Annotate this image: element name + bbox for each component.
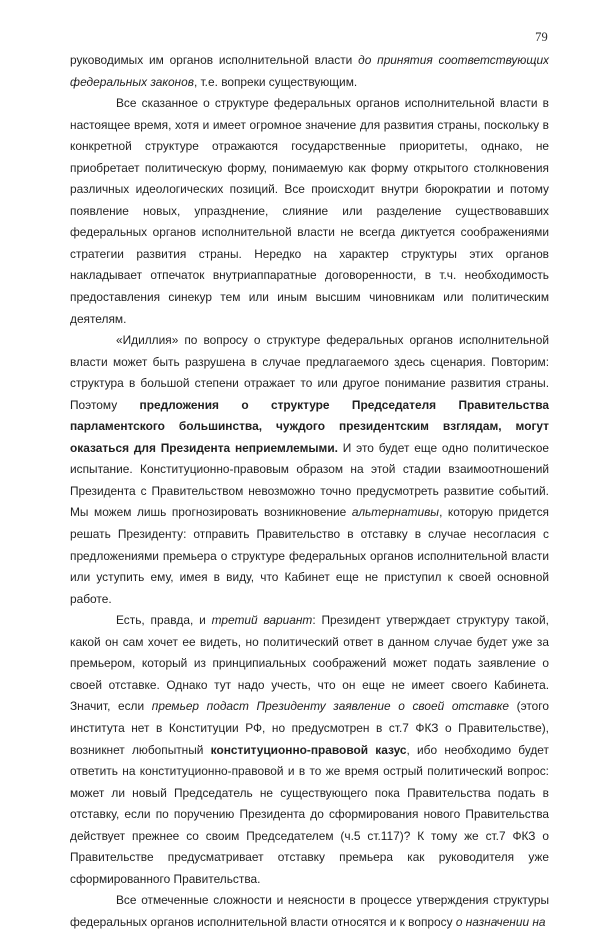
emphasis-italic: до принятия соответствующих федеральных законов — [70, 53, 550, 89]
emphasis-italic: премьер подаст Президенту заявление о своей отставке — [151, 699, 509, 714]
text-run: руководимых им органов исполнительной власти — [70, 53, 359, 67]
paragraph — [70, 50, 549, 93]
paragraph — [70, 330, 549, 610]
emphasis-italic: о назначении на — [455, 914, 546, 929]
paragraph — [70, 93, 549, 330]
paragraph — [70, 890, 549, 933]
text-run: Все сказанное о структуре федеральных органов исполнительной власти в настоящее время, хотя и имеет огромное значение для развития страны, поскольку в конкретной структуре отражаются государственные приоритеты, однако, не приобретает политическую форму, понимаемую как форму открытого столкновения различных идеологических позиций. Все происходит внутри бюрократии и потому появление новых, упразднение, слияние или разделение существовавших федеральных органов исполнительной власти не всегда диктуется соображениями стратегии развития страны. Нередко на характер структуры этих органов накладывает отпечаток внутриаппаратные договоренности, в т.ч. необходимость предоставления синекур тем или иным высшим чиновникам или политическим деятелям. — [70, 96, 549, 326]
text-run: (этого института нет в Конституции РФ, но предусмотрен в ст.7 ФКЗ о Правительстве), возникнет любопытный — [70, 699, 549, 757]
emphasis-italic: альтернативы — [351, 505, 440, 520]
page-number: 79 — [535, 30, 548, 44]
emphasis-italic: третий вариант — [211, 613, 313, 628]
text-run: «Идиллия» по вопросу о структуре федеральных органов исполнительной власти может быть разрушена в случае предлагаемого здесь сценария. Повторим: структура в большой степени отражает то или другое понимание развития страны. Поэтому — [70, 333, 549, 412]
text-run: Есть, правда, и — [116, 613, 212, 628]
emphasis-bold: конституционно-правовой казус — [210, 742, 407, 757]
text-run: Все отмеченные сложности и неясности в процессе утверждения структуры федеральных органов исполнительной власти относятся и к вопросу — [70, 893, 549, 929]
page-body-text — [70, 50, 549, 933]
text-run: , ибо необходимо будет ответить на конституционно-правовой и в то же время острый политический вопрос: может ли новый Председатель не существующего пока Правительства подать в отставку, если по поручению Президента до сформирования нового Правительства действует прежнее со своим Председателем (ч.5 ст.117)? К тому же ст.7 ФКЗ о Правительстве предусматривает отставку премьера как руководителя уже сформированного Правительства. — [70, 742, 549, 886]
text-run: И это будет еще одно политическое испытание. Конституционно-правовым образом на этой стадии взаимоотношений Президента с Правительством невозможно точно предусмотреть развитие событий. Мы можем лишь прогнозировать возникновение — [70, 440, 549, 520]
text-run: , т.е. вопреки существующим. — [193, 74, 358, 89]
emphasis-bold: предложения о структуре Председателя Правительства парламентского большинства, чуждого президентским взглядам, могут оказаться для Президента неприемлемыми. — [70, 397, 549, 455]
paragraph — [70, 610, 549, 890]
text-run: , которую придется решать Президенту: отправить Правительство в отставку в случае несогласия с предложениями премьера о структуре федеральных органов исполнительной власти или уступить ему, имея в виду, что Кабинет еще не приступил к своей основной работе. — [70, 505, 549, 606]
text-run: : Президент утверждает структуру такой, какой он сам хочет ее видеть, но политический ответ в данном случае будет уже за премьером, который из принципиальных соображений может подать заявление о своей отставке. Однако тут надо учесть, что он еще не имеет своего Кабинета. Значит, если — [70, 613, 549, 714]
